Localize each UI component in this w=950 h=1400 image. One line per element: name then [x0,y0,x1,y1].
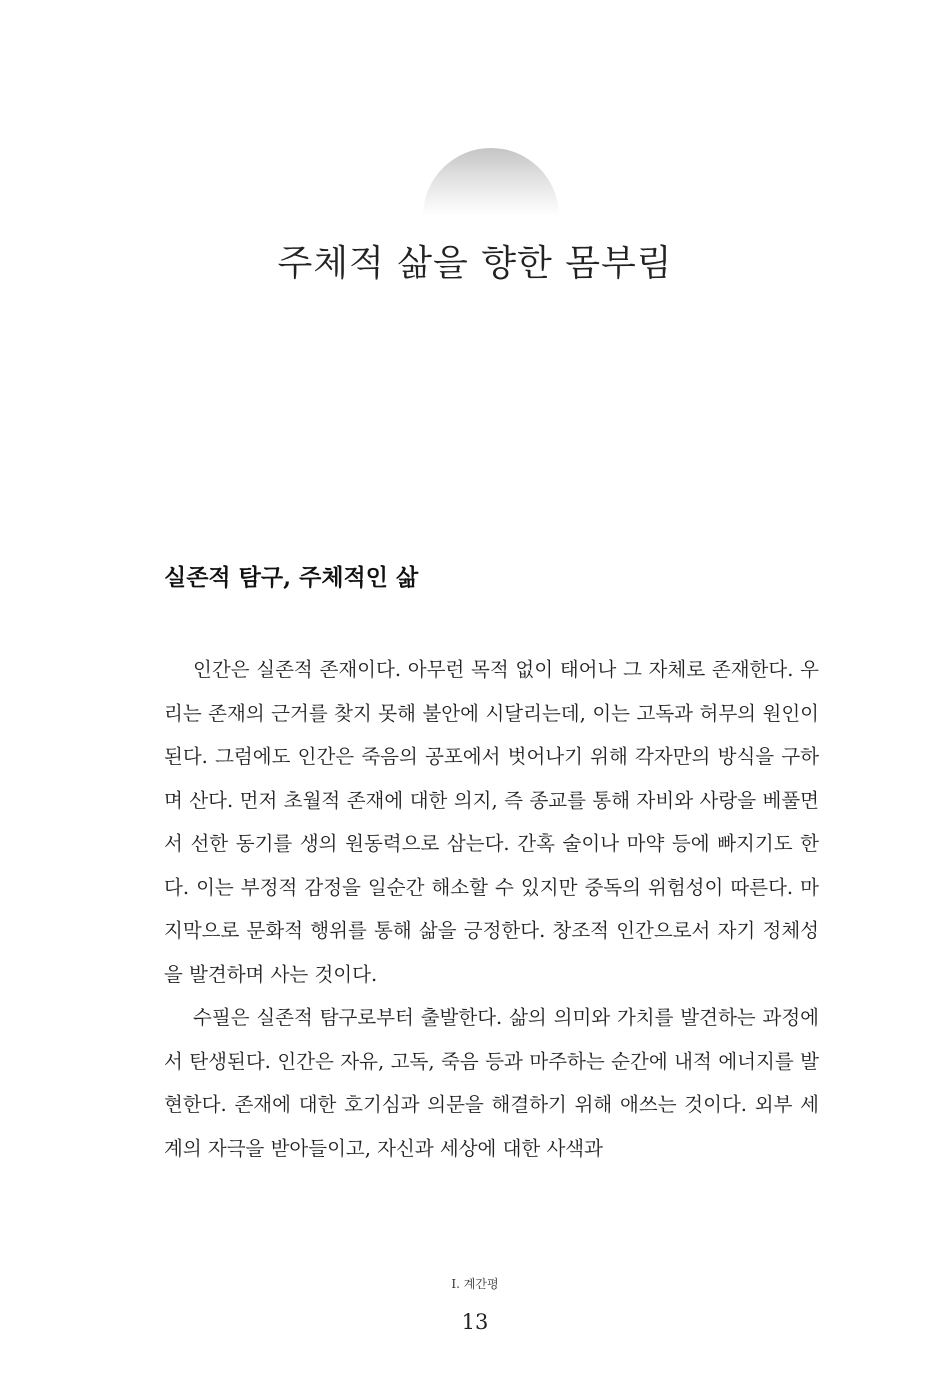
decorative-arc [423,148,559,216]
section-heading: 실존적 탐구, 주체적인 삶 [164,564,419,591]
paragraph: 인간은 실존적 존재이다. 아무런 목적 없이 태어나 그 자체로 존재한다. 우리는 존재의 근거를 찾지 못해 불안에 시달리는데, 이는 고독과 허무의 원인이 된다. 그럼에도 인간은 죽음의 공포에서 벗어나기 위해 각자만의 방식을 구하며 산다. 먼저 초월적 존재에 대한 의지, 즉 종교를 통해 자비와 사랑을 베풀면서 선한 동기를 생의 원동력으로 삼는다. 간혹 술이나 마약 등에 빠지기도 한다. 이는 부정적 감정을 일순간 해소할 수 있지만 중독의 위험성이 따른다. 마지막으로 문화적 행위를 통해 삶을 긍정한다. 창조적 인간으로서 자기 정체성을 발견하며 사는 것이다. [164,658,819,986]
page-number: 13 [461,1310,489,1334]
chapter-title: 주체적 삶을 향한 몸부림 [277,243,673,284]
body-text [164,648,819,1170]
running-footer-section: I. 계간평 [451,1277,499,1291]
paragraph: 수필은 실존적 탐구로부터 출발한다. 삶의 의미와 가치를 발견하는 과정에서 탄생된다. 인간은 자유, 고독, 죽음 등과 마주하는 순간에 내적 에너지를 발현한다. 존재에 대한 호기심과 의문을 해결하기 위해 애쓰는 것이다. 외부 세계의 자극을 받아들이고, 자신과 세상에 대한 사색과 [164,1006,819,1160]
